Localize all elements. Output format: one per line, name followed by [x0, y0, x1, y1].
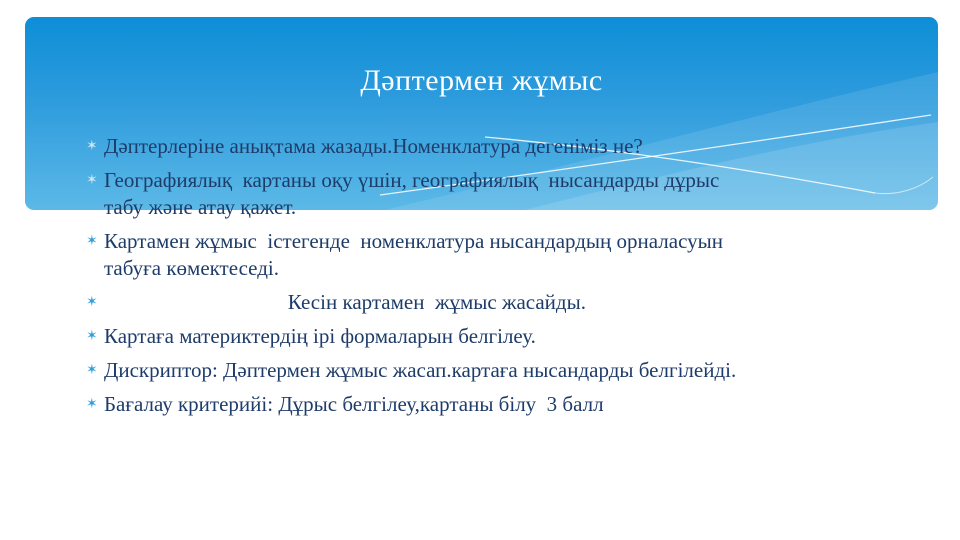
star-bullet-icon: ✶	[86, 172, 98, 188]
star-bullet-icon: ✶	[86, 362, 98, 378]
bullet-item	[86, 323, 906, 350]
star-bullet-icon: ✶	[86, 294, 98, 310]
star-bullet-icon: ✶	[86, 396, 98, 412]
bullet-list	[86, 133, 906, 418]
bullet-text: Бағалау критерийі: Дұрыс белгілеу,картаны білу 3 балл	[104, 392, 604, 416]
bullet-item	[86, 167, 906, 194]
bullet-item-continuation	[86, 194, 906, 221]
star-bullet-icon: ✶	[86, 138, 98, 154]
bullet-item	[86, 391, 906, 418]
bullet-text: Дәптерлеріне анықтама жазады.Номенклатура дегеніміз не?	[104, 134, 643, 158]
bullet-item	[86, 133, 906, 160]
bullet-item	[86, 289, 906, 316]
bullet-text: Дискриптор: Дәптермен жұмыс жасап.картаға нысандарды белгілейді.	[104, 358, 737, 382]
bullet-item-continuation	[86, 255, 906, 282]
bullet-item	[86, 228, 906, 255]
star-bullet-icon: ✶	[86, 328, 98, 344]
star-bullet-icon: ✶	[86, 233, 98, 249]
bullet-text: табуға көмектеседі.	[104, 256, 279, 280]
bullet-item	[86, 357, 906, 384]
bullet-text: Кесін картамен жұмыс жасайды.	[104, 290, 586, 314]
bullet-text: табу және атау қажет.	[104, 195, 297, 219]
bullet-text: Картаға материктердің ірі формаларын белгілеу.	[104, 324, 536, 348]
bullet-text: Картамен жұмыс істегенде номенклатура нысандардың орналасуын	[104, 229, 723, 253]
bullet-text: Географиялық картаны оқу үшін, географиялық нысандарды дұрыс	[104, 168, 720, 192]
slide-title: Дәптермен жұмыс	[360, 64, 603, 97]
